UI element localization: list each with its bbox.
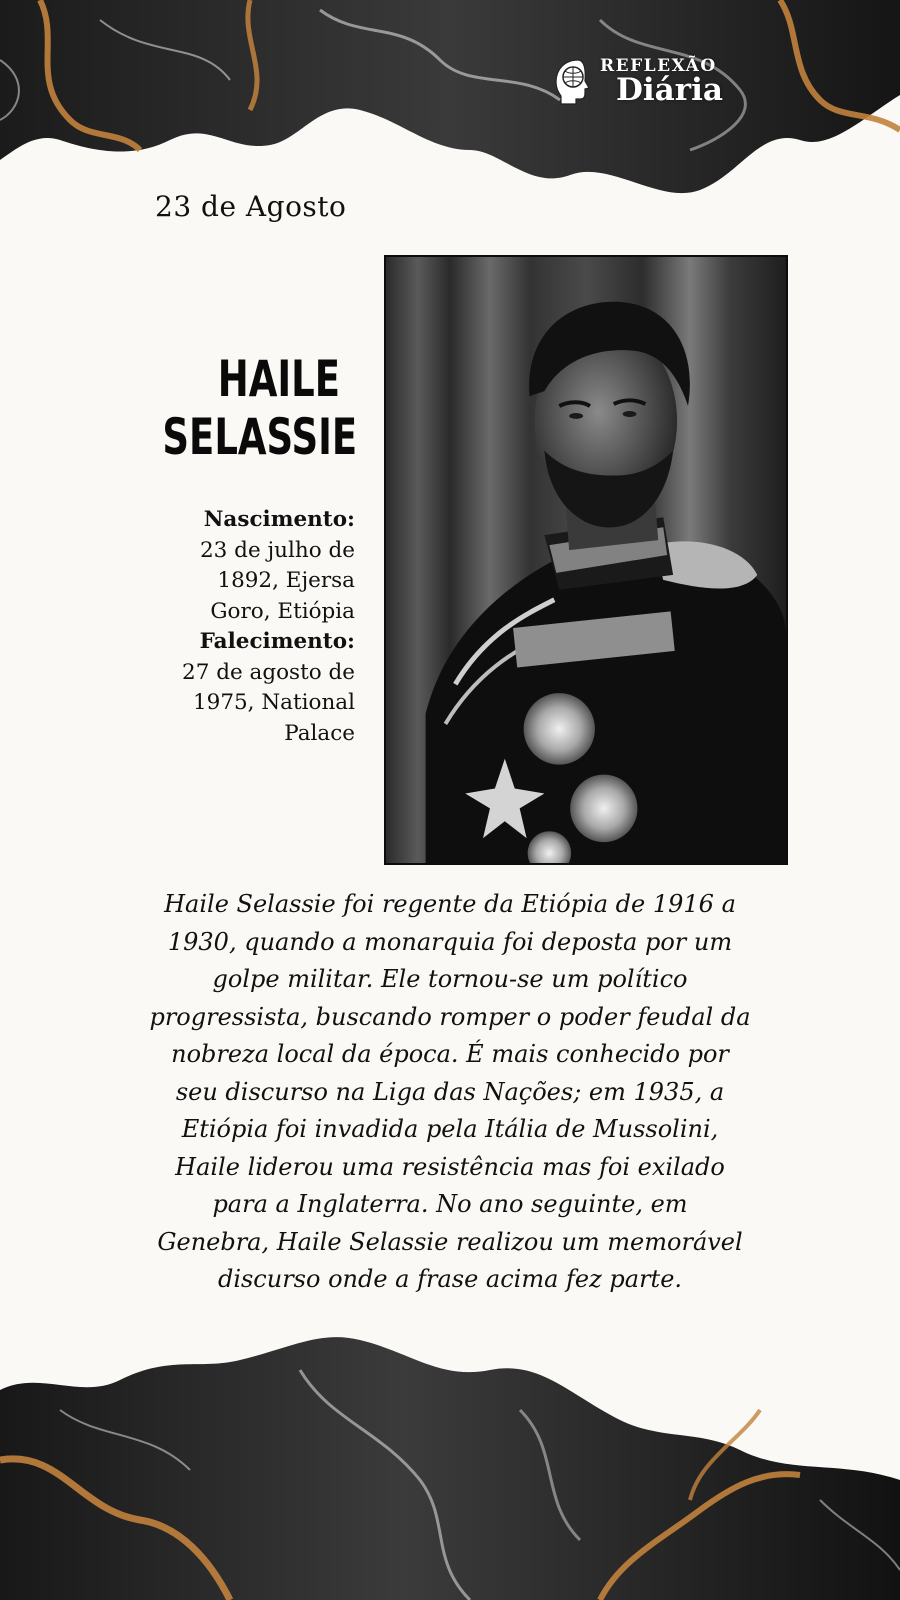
bio-facts	[110, 505, 355, 749]
bio-line: Haile Selassie foi regente da Etiópia de 1916 a	[164, 890, 736, 918]
brand-name-line2: Diária	[616, 72, 723, 108]
globe-head-icon	[548, 56, 598, 108]
brand-name-line1: REFLEXÃO	[600, 56, 717, 76]
death-line: Palace	[284, 720, 355, 746]
bio-line: progressista, buscando romper o poder feudal da	[149, 1002, 751, 1031]
bio-line: nobreza local da época. É mais conhecido por	[171, 1040, 729, 1068]
biography-paragraph	[100, 886, 800, 1299]
birth-line: 23 de julho de	[199, 537, 355, 563]
marble-footer-decoration	[0, 1310, 900, 1600]
date-heading: 23 de Agosto	[155, 190, 347, 223]
person-name-line2: SELASSIE	[162, 408, 358, 466]
brand-logo	[548, 52, 733, 114]
portrait-photo	[384, 255, 788, 865]
death-label: Falecimento:	[199, 629, 355, 654]
person-name-line1: HAILE	[217, 350, 340, 408]
birth-line: 1892, Ejersa	[217, 568, 355, 593]
bio-line: Genebra, Haile Selassie realizou um memorável	[157, 1227, 743, 1256]
bio-line: 1930, quando a monarquia foi deposta por um	[167, 927, 733, 956]
bio-line: discurso onde a frase acima fez parte.	[217, 1265, 683, 1293]
person-name	[162, 350, 358, 466]
birth-line: Goro, Etiópia	[210, 598, 355, 624]
death-line: 27 de agosto de	[182, 659, 355, 685]
bio-line: Etiópia foi invadida pela Itália de Mussolini,	[181, 1115, 719, 1143]
birth-label: Nascimento:	[203, 507, 355, 532]
bio-line: para a Inglaterra. No ano seguinte, em	[212, 1190, 688, 1218]
death-line: 1975, National	[192, 690, 355, 715]
bio-line: Haile liderou uma resistência mas foi exilado	[175, 1152, 725, 1181]
marble-header-decoration	[0, 0, 900, 220]
bio-line: golpe militar. Ele tornou-se um político	[212, 965, 688, 993]
bio-line: seu discurso na Liga das Nações; em 1935, a	[175, 1077, 725, 1106]
